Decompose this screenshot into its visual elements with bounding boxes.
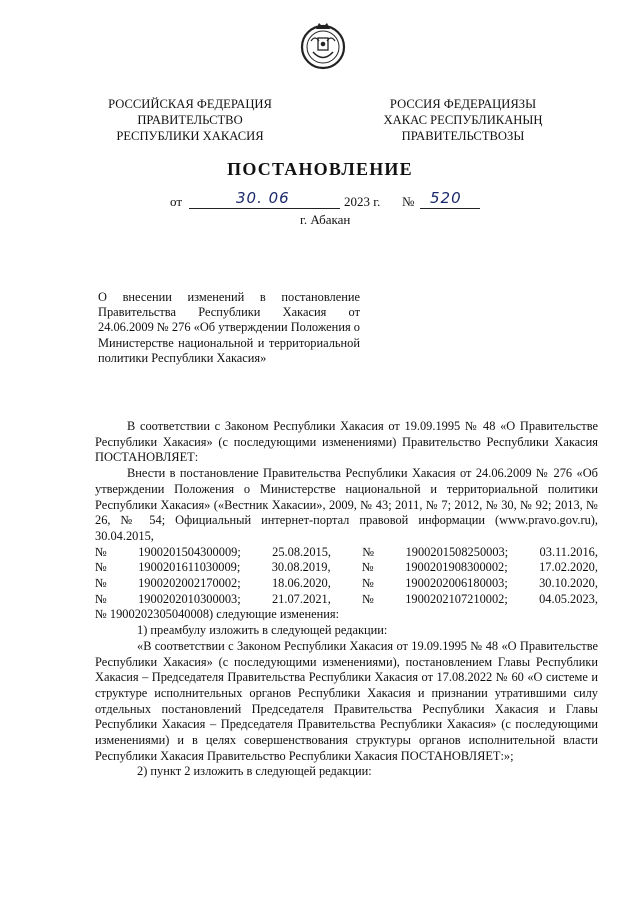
- ref-cell: 1900201611030009;: [138, 560, 241, 575]
- paragraph-amendment-end: № 1900202305040008) следующие изменения:: [95, 607, 340, 622]
- ref-cell: 18.06.2020,: [271, 576, 331, 591]
- paragraph-preamble: В соответствии с Законом Республики Хакасия от 19.09.1995 № 48 «О Правительстве Республики Хакасия» (с последующими изменениями) Правительство Республики Хакасия ПОСТАНОВЛЯЕТ:: [95, 419, 598, 465]
- header-right-line: ПРАВИТЕЛЬСТВОЗЫ: [401, 129, 525, 143]
- ref-cell: 1900201508250003;: [405, 544, 509, 559]
- date-underline: [189, 207, 340, 209]
- reference-row: [95, 576, 598, 592]
- city-label: г. Абакан: [300, 212, 351, 227]
- ref-cell: 30.10.2020,: [539, 576, 598, 591]
- ref-cell: №: [362, 544, 375, 559]
- coat-of-arms-icon: [299, 19, 347, 71]
- ref-cell: 04.05.2023,: [539, 591, 598, 606]
- ref-cell: 1900202010300003;: [138, 591, 241, 606]
- ref-cell: №: [95, 560, 107, 575]
- ref-cell: 30.08.2019,: [271, 560, 331, 575]
- reference-row: [95, 592, 598, 608]
- header-right-line: ХАКАС РЕСПУБЛИКАНЫҢ: [383, 113, 543, 127]
- paragraph-amendment-intro: Внести в постановление Правительства Республики Хакасия от 24.06.2009 № 276 «Об утверждении Положения о Министерстве национальной и территориальной политики Республики Хакасия» («Вестник Хакасии», 2009, № 43; 2011, № 7; 2012, № 30, № 92; 2013, № 26, № 54; Официальный интернет-портал правовой информации (www.pravo.gov.ru), 30.04.2015,: [95, 466, 598, 543]
- ref-cell: 21.07.2021,: [271, 591, 331, 606]
- header-left-line: ПРАВИТЕЛЬСТВО: [137, 113, 243, 127]
- ref-cell: 1900202107210002;: [405, 591, 508, 606]
- header-left-line: РОССИЙСКАЯ ФЕДЕРАЦИЯ: [108, 97, 272, 111]
- ref-cell: №: [361, 560, 374, 575]
- header-right-line: РОССИЯ ФЕДЕРАЦИЯЗЫ: [389, 97, 537, 111]
- ref-cell: 17.02.2020,: [539, 560, 598, 575]
- list-item-1: 1) преамбулу изложить в следующей редакции:: [137, 623, 388, 638]
- ref-cell: №: [362, 576, 374, 591]
- paragraph-quoted-preamble: «В соответствии с Законом Республики Хакасия от 19.09.1995 № 48 «О Правительстве Республики Хакасия» (с последующими изменениями), постановлением Главы Республики Хакасия – Председателя Правительства Республики Хакасия от 17.08.2022 № 60 «О системе и структуре исполнительных органов Республики Хакасия и признании утратившими силу отдельных постановлений Председателя Правительства Республики Хакасия и Главы Республики Хакасия – Председателя Правительства Республики Хакасия» (с последующими изменениями) и в целях совершенствования структуры органов исполнительной власти Республики Хакасия Правительство Республики Хакасия ПОСТАНОВЛЯЕТ:»;: [95, 638, 598, 763]
- ref-cell: 1900202006180003;: [405, 576, 508, 591]
- document-title: ПОСТАНОВЛЕНИЕ: [227, 159, 413, 179]
- number-underline: [420, 207, 480, 209]
- ref-cell: 1900201908300002;: [405, 560, 508, 575]
- reference-row: [95, 560, 598, 576]
- from-label: от: [170, 194, 183, 209]
- ref-cell: 03.11.2016,: [539, 544, 598, 559]
- ref-cell: №: [95, 544, 107, 559]
- header-left-line: РЕСПУБЛИКИ ХАКАСИЯ: [116, 129, 264, 143]
- reference-row: [95, 545, 598, 561]
- year-label: 2023 г.: [344, 194, 381, 209]
- ref-cell: №: [95, 576, 107, 591]
- document-body: [95, 419, 598, 780]
- ref-cell: 1900202002170002;: [138, 576, 241, 591]
- ref-cell: №: [95, 591, 107, 606]
- header-left: [100, 96, 280, 144]
- document-subject: О внесении изменений в постановление Правительства Республики Хакасия от 24.06.2009 № 276 «Об утверждении Положения о Министерстве национальной и территориальной политики Республики Хакасия»: [98, 290, 360, 365]
- ref-cell: 25.08.2015,: [272, 544, 332, 559]
- handwritten-number: 520: [430, 189, 462, 207]
- ref-cell: 1900201504300009;: [138, 544, 241, 559]
- list-item-2: 2) пункт 2 изложить в следующей редакции:: [137, 764, 372, 779]
- header-right: [368, 96, 558, 144]
- handwritten-date: 30. 06: [236, 189, 290, 207]
- number-label: №: [402, 194, 415, 209]
- ref-cell: №: [362, 591, 374, 606]
